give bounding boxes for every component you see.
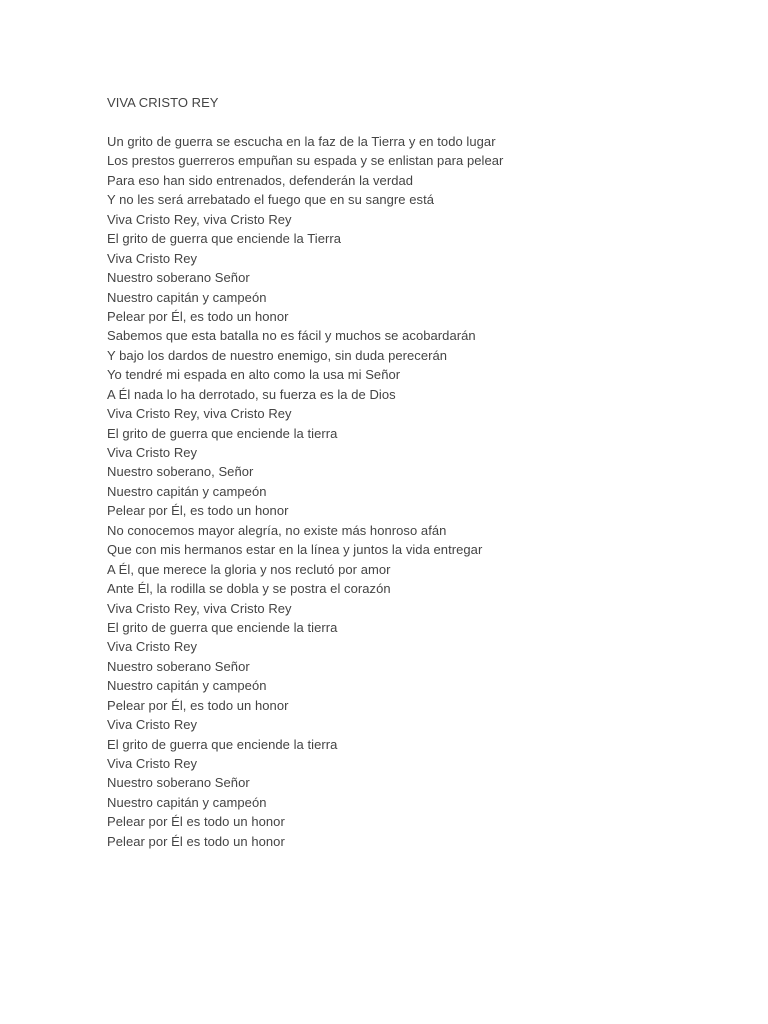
lyric-line: Nuestro soberano Señor — [107, 658, 250, 674]
lyric-line: Que con mis hermanos estar en la línea y juntos la vida entregar — [107, 542, 483, 558]
lyric-line: Viva Cristo Rey, viva Cristo Rey — [107, 600, 292, 616]
lyrics-list — [107, 132, 727, 851]
lyric-line: Viva Cristo Rey — [107, 639, 198, 655]
lyric-line: No conocemos mayor alegría, no existe más honroso afán — [107, 522, 447, 538]
lyric-line: Nuestro soberano Señor — [107, 775, 250, 791]
lyric-line: Viva Cristo Rey — [107, 756, 198, 771]
lyric-line: Pelear por Él, es todo un honor — [107, 697, 289, 713]
lyric-line: Un grito de guerra se escucha en la faz de la Tierra y en todo lugar — [107, 134, 496, 149]
lyric-line: Pelear por Él es todo un honor — [107, 814, 285, 830]
lyric-line: Pelear por Él es todo un honor — [107, 833, 285, 849]
lyric-line: Viva Cristo Rey — [107, 250, 198, 266]
lyric-line: Nuestro soberano, Señor — [107, 464, 254, 480]
lyric-line: Viva Cristo Rey, viva Cristo Rey — [107, 211, 292, 227]
lyric-line: Yo tendré mi espada en alto como la usa mi Señor — [107, 367, 401, 383]
lyric-line: A Él nada lo ha derrotado, su fuerza es la de Dios — [107, 386, 396, 402]
lyric-line: Nuestro capitán y campeón — [107, 483, 267, 499]
lyric-line: Y no les será arrebatado el fuego que en su sangre está — [107, 192, 435, 208]
lyric-line: Los prestos guerreros empuñan su espada y se enlistan para pelear — [107, 153, 504, 169]
lyric-line: El grito de guerra que enciende la tierra — [107, 619, 338, 635]
lyric-line: Sabemos que esta batalla no es fácil y muchos se acobardarán — [107, 328, 476, 344]
lyric-line: Nuestro capitán y campeón — [107, 678, 267, 694]
blank-line — [107, 113, 727, 133]
lyric-line: El grito de guerra que enciende la tierra — [107, 425, 338, 441]
lyric-line: Nuestro soberano Señor — [107, 270, 250, 286]
lyric-line: Para eso han sido entrenados, defenderán la verdad — [107, 172, 414, 188]
lyric-line: A Él, que merece la gloria y nos reclutó por amor — [107, 561, 391, 577]
document-title: VIVA CRISTO REY — [107, 95, 219, 110]
lyric-line: Viva Cristo Rey, viva Cristo Rey — [107, 406, 292, 422]
lyric-line: Y bajo los dardos de nuestro enemigo, sin duda perecerán — [107, 347, 448, 363]
lyric-line: El grito de guerra que enciende la Tierra — [107, 231, 342, 247]
document-body — [107, 93, 727, 851]
lyric-line: Pelear por Él, es todo un honor — [107, 503, 289, 519]
lyric-line: Nuestro capitán y campeón — [107, 794, 267, 810]
lyric-line: El grito de guerra que enciende la tierra — [107, 736, 338, 752]
lyric-line: Pelear por Él, es todo un honor — [107, 308, 289, 324]
lyric-line: Ante Él, la rodilla se dobla y se postra el corazón — [107, 581, 391, 597]
lyric-line: Viva Cristo Rey — [107, 717, 198, 733]
lyric-line: Nuestro capitán y campeón — [107, 289, 267, 305]
lyric-line: Viva Cristo Rey — [107, 445, 198, 460]
